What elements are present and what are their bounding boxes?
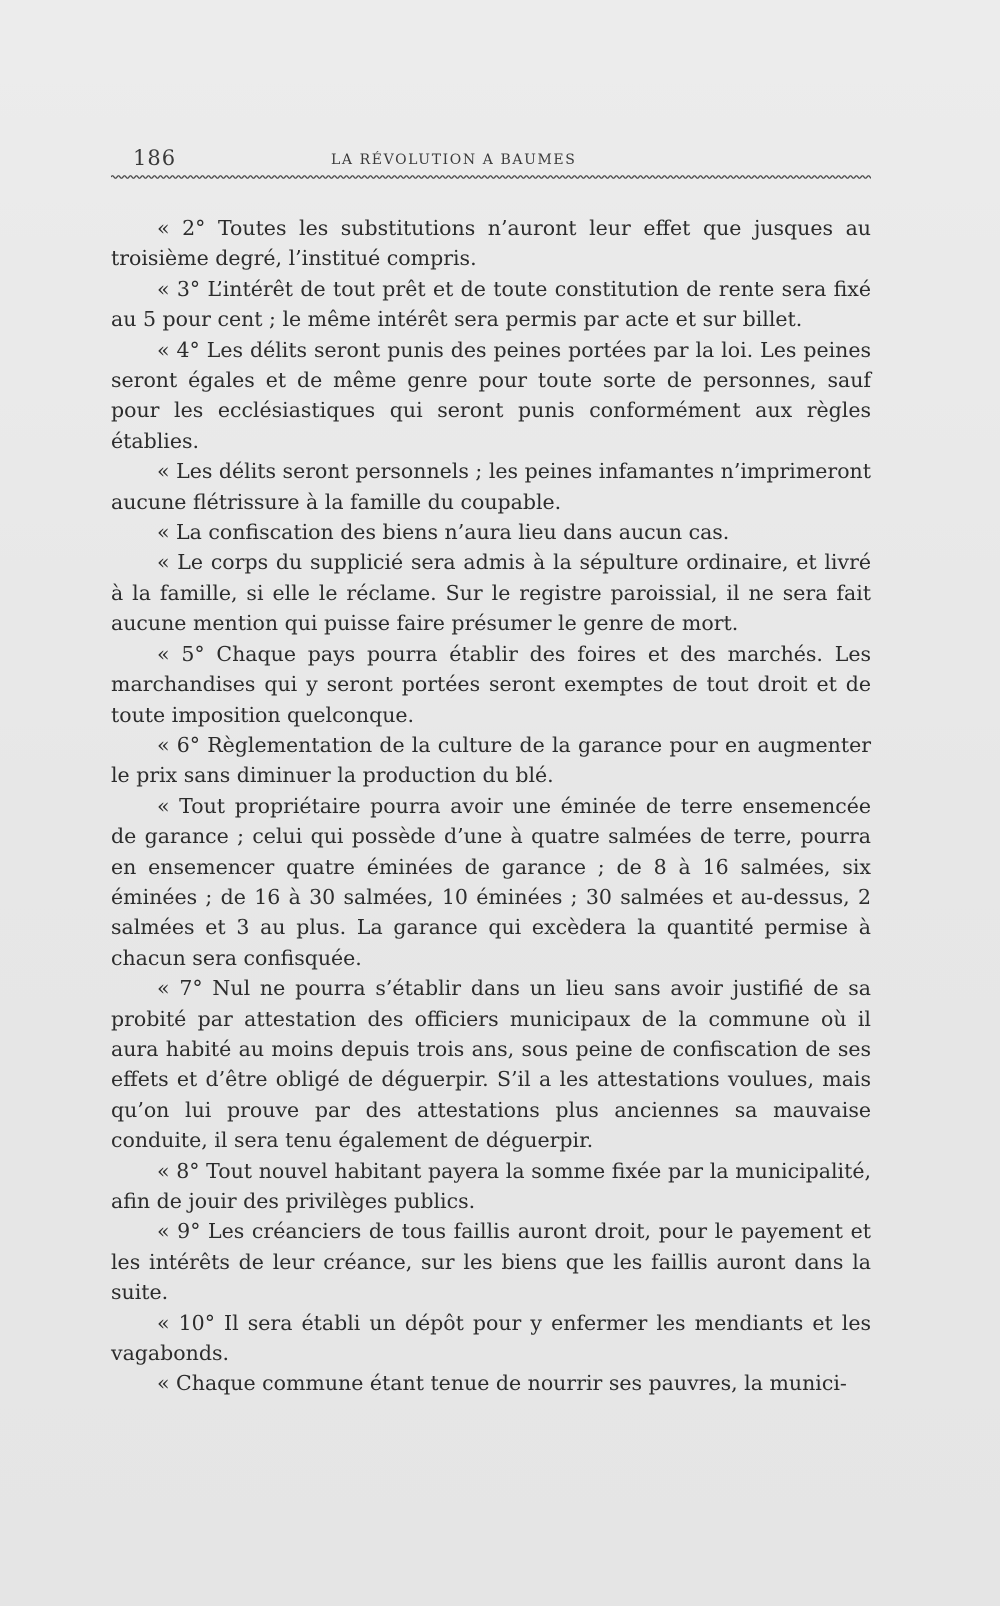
running-title: LA RÉVOLUTION A BAUMES xyxy=(331,152,577,168)
paragraph: « Tout propriétaire pourra avoir une éminée de terre ensemencée de garance ; celui qui possède d’une à quatre salmées de terre, pourra en ensemencer quatre éminées de garance ; de 8 à 16 salmées, six éminées ; de 16 à 30 salmées, 10 éminées ; 30 salmées et au-dessus, 2 salmées et 3 au plus. La garance qui excèdera la quantité permise à chacun sera confisquée. xyxy=(111,793,871,970)
paragraph: « 2° Toutes les substitutions n’auront leur effet que jusques au troisième degré, l’institué compris. xyxy=(111,216,871,271)
paragraph: « 6° Règlementation de la culture de la garance pour en augmenter le prix sans diminuer la production du blé. xyxy=(111,732,871,788)
page-number: 186 xyxy=(133,146,177,170)
paragraph: « 10° Il sera établi un dépôt pour y enfermer les mendiants et les vagabonds. xyxy=(111,1310,871,1366)
paragraph: « 3° L’intérêt de tout prêt et de toute constitution de rente sera fixé au 5 pour cent ; le même intérêt sera permis par acte et sur billet. xyxy=(111,276,871,332)
decorative-wavy-rule xyxy=(111,174,871,180)
page-header xyxy=(111,140,871,180)
paragraph: « 9° Les créanciers de tous faillis auront droit, pour le payement et les intérêts de leur créance, sur les biens que les faillis auront dans la suite. xyxy=(111,1219,871,1305)
paragraph: « La confiscation des biens n’aura lieu dans aucun cas. xyxy=(157,520,730,545)
paragraph: « Chaque commune étant tenue de nourrir ses pauvres, la munici- xyxy=(157,1371,847,1396)
paragraph: « 5° Chaque pays pourra établir des foires et des marchés. Les marchandises qui y seront portées seront exemptes de tout droit et de toute imposition quelconque. xyxy=(111,641,871,727)
paragraph: « Le corps du supplicié sera admis à la sépulture ordinaire, et livré à la famille, si elle le réclame. Sur le registre paroissial, il ne sera fait aucune mention qui puisse faire présumer le genre de mort. xyxy=(111,550,871,636)
paragraph: « 7° Nul ne pourra s’établir dans un lieu sans avoir justifié de sa probité par attestation des officiers municipaux de la commune où il aura habité au moins depuis trois ans, sous peine de confiscation de ses effets et d’être obligé de déguerpir. S’il a les attestations voulues, mais qu’on lui prouve par des attestations plus anciennes sa mauvaise conduite, il sera tenu également de déguerpir. xyxy=(111,976,871,1153)
paragraph: « Les délits seront personnels ; les peines infamantes n’imprimeront aucune flétrissure à la famille du coupable. xyxy=(111,459,871,514)
paragraph: « 4° Les délits seront punis des peines portées par la loi. Les peines seront égales et de même genre pour toute sorte de personnes, sauf pour les ecclésiastiques qui seront punis conformément aux règles établies. xyxy=(111,337,871,453)
paragraph: « 8° Tout nouvel habitant payera la somme fixée par la municipalité, afin de jouir des privilèges publics. xyxy=(111,1158,871,1213)
body-text xyxy=(111,213,871,1399)
